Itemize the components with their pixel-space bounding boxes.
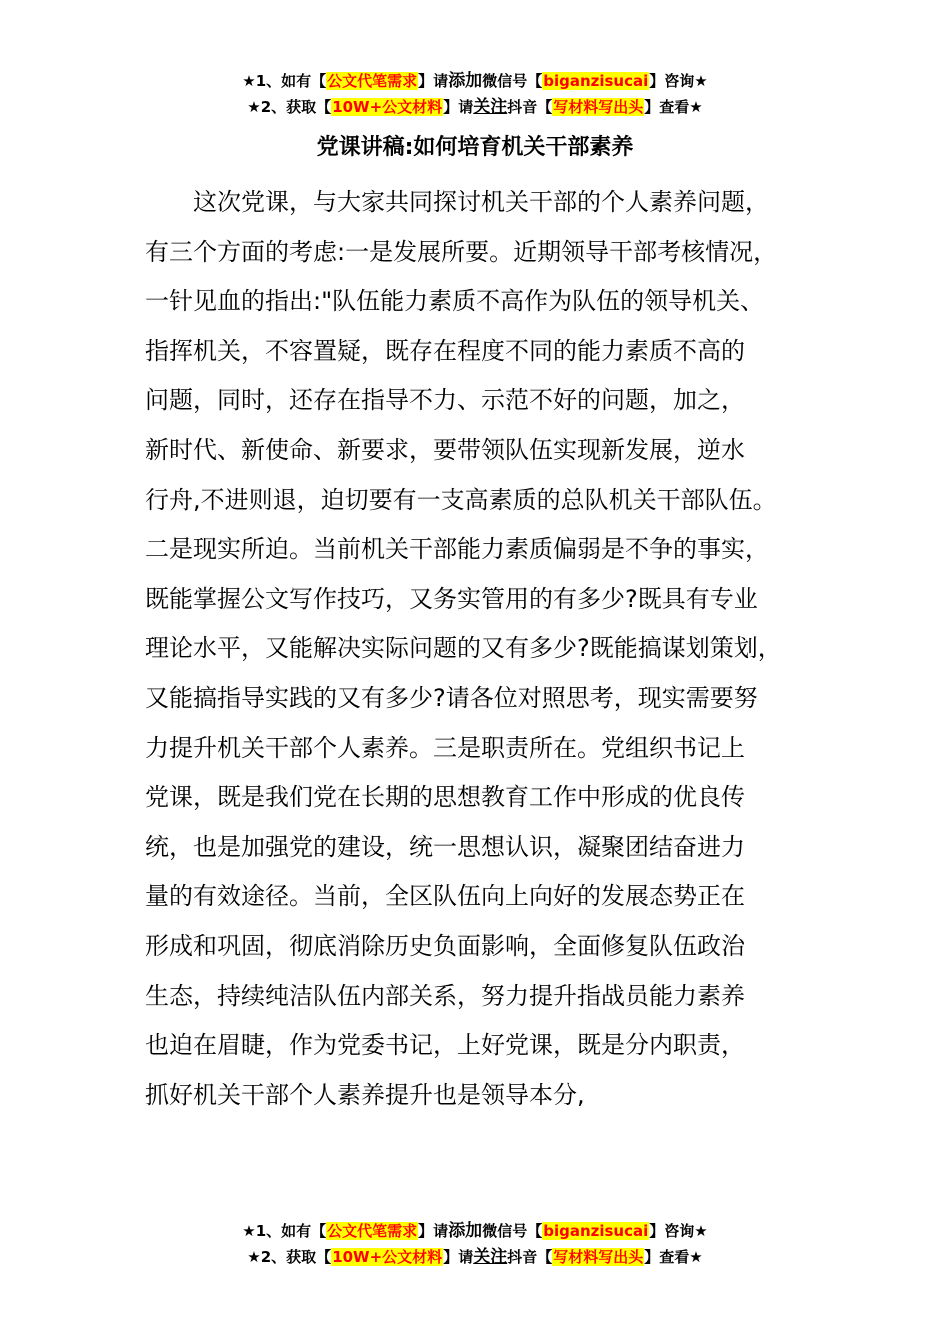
ad-text: 微信号【: [482, 72, 543, 90]
ad-highlight-douyin-id: 写材料写出头: [553, 1248, 644, 1266]
ad-text: 】查看★: [644, 1248, 703, 1266]
body-line: 党课，既是我们党在长期的思想教育工作中形成的优良传: [145, 783, 745, 812]
ad-emphasis: 添加: [448, 1221, 483, 1241]
ad-text: 抖音【: [507, 1248, 553, 1266]
ad-text: ★1、如有【: [242, 1222, 327, 1240]
body-line: 理论水平，又能解决实际问题的又有多少?既能搞谋划策划，: [145, 634, 782, 663]
footer-ad-banner: [0, 1218, 950, 1270]
ad-text: 】请: [418, 72, 449, 90]
ad-text: 】请: [443, 98, 474, 116]
ad-text: ★1、如有【: [242, 72, 327, 90]
body-line: 也迫在眉睫，作为党委书记，上好党课，既是分内职责，: [145, 1031, 745, 1060]
ad-text: ★2、获取【: [247, 98, 332, 116]
ad-text: ★2、获取【: [247, 1248, 332, 1266]
ad-text: 微信号【: [482, 1222, 543, 1240]
ad-text: 】请: [418, 1222, 449, 1240]
ad-text: 】咨询★: [649, 1222, 708, 1240]
body-line: 量的有效途径。当前，全区队伍向上向好的发展态势正在: [145, 882, 745, 911]
body-line: 指挥机关，不容置疑，既存在程度不同的能力素质不高的: [145, 336, 745, 365]
header-ad-banner: [0, 68, 950, 120]
ad-highlight: 公文代笔需求: [327, 1222, 418, 1240]
body-line: 生态，持续纯洁队伍内部关系，努力提升指战员能力素养: [145, 981, 745, 1010]
body-line: 既能掌握公文写作技巧，又务实管用的有多少?既具有专业: [145, 584, 758, 613]
ad-emphasis: 添加: [448, 71, 483, 91]
body-line: 问题，同时，还存在指导不力、示范不好的问题，加之，: [145, 386, 745, 415]
ad-text: 】查看★: [644, 98, 703, 116]
header-ad-line-2: [0, 94, 950, 120]
ad-highlight-wechat-id: biganzisucai: [543, 72, 649, 90]
body-line: 又能搞指导实践的又有多少?请各位对照思考，现实需要努: [145, 683, 758, 712]
document-body: [145, 178, 825, 1120]
body-line: 抓好机关干部个人素养提升也是领导本分,: [145, 1080, 585, 1109]
body-line: 有三个方面的考虑:一是发展所要。近期领导干部考核情况，: [145, 237, 778, 266]
document-title: 党课讲稿:如何培育机关干部素养: [316, 135, 634, 160]
footer-ad-line-1: [0, 1218, 950, 1244]
ad-highlight-douyin-id: 写材料写出头: [553, 98, 644, 116]
body-line: 新时代、新使命、新要求，要带领队伍实现新发展，逆水: [145, 435, 745, 464]
footer-ad-line-2: [0, 1244, 950, 1270]
body-line: 二是现实所迫。当前机关干部能力素质偏弱是不争的事实，: [145, 535, 769, 564]
ad-highlight-wechat-id: biganzisucai: [543, 1222, 649, 1240]
header-ad-line-1: [0, 68, 950, 94]
ad-text: 】请: [443, 1248, 474, 1266]
ad-highlight: 10W+公文材料: [332, 1248, 443, 1266]
ad-emphasis: 关注: [473, 97, 508, 117]
body-line: 统，也是加强党的建设，统一思想认识，凝聚团结奋进力: [145, 832, 745, 861]
body-line: 力提升机关干部个人素养。三是职责所在。党组织书记上: [145, 733, 745, 762]
ad-highlight: 公文代笔需求: [327, 72, 418, 90]
ad-emphasis: 关注: [473, 1247, 508, 1267]
body-line: 这次党课，与大家共同探讨机关干部的个人素养问题，: [145, 188, 769, 216]
body-line: 形成和巩固，彻底消除历史负面影响，全面修复队伍政治: [145, 931, 745, 960]
ad-text: 】咨询★: [649, 72, 708, 90]
body-line: 行舟,不进则退，迫切要有一支高素质的总队机关干部队伍。: [145, 485, 777, 514]
body-line: 一针见血的指出:"队伍能力素质不高作为队伍的领导机关、: [145, 287, 765, 316]
ad-text: 抖音【: [507, 98, 553, 116]
ad-highlight: 10W+公文材料: [332, 98, 443, 116]
